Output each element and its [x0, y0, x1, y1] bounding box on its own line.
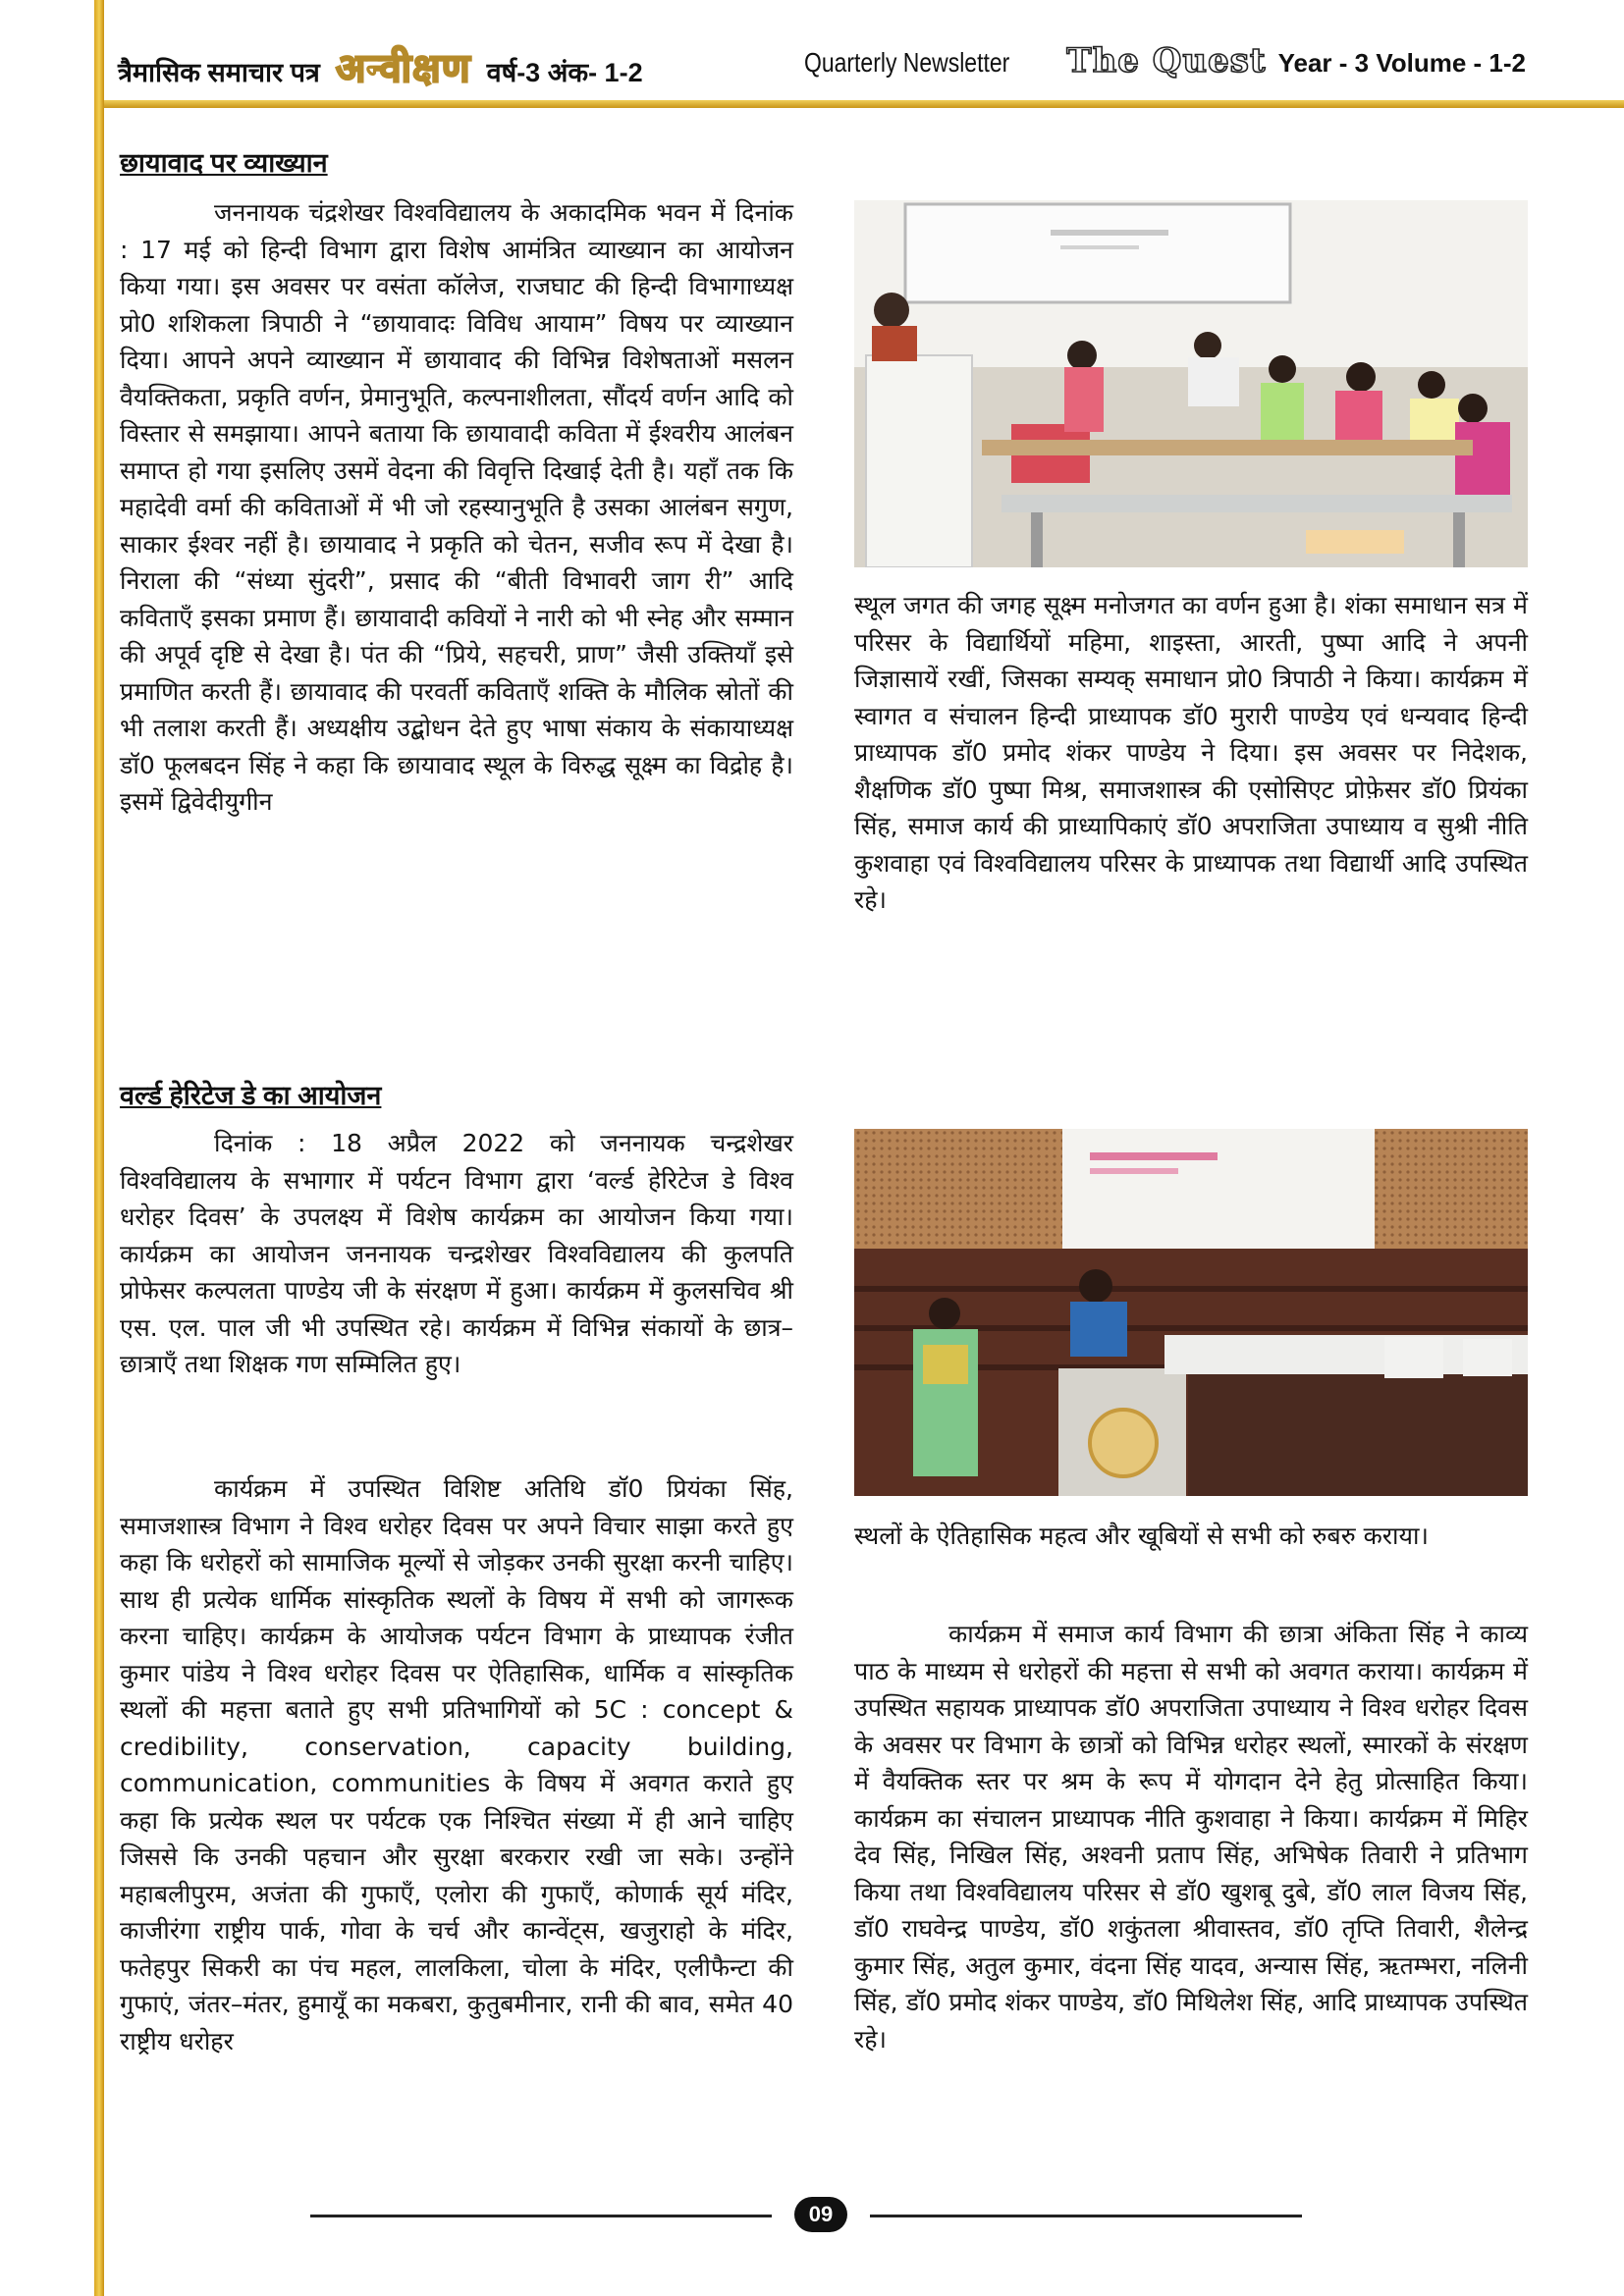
heritage-day-photo: [854, 1129, 1528, 1496]
heritage-article-left-p2: कार्यक्रम में उपस्थित विशिष्ट अतिथि डॉ0 प्रियंका सिंह, समाजशास्त्र विभाग ने विश्व धरोहर दिवस पर अपने विचार साझा करते हुए कहा कि धरोहरों को सामाजिक मूल्यों से जोड़कर उनकी सुरक्षा करनी चाहिए। साथ ही प्रत्येक धार्मिक सांस्कृतिक स्थलों के विषय में सभी को जागरूक करना चाहिए। कार्यक्रम के आयोजक पर्यटन विभाग के प्राध्यापक रंजीत कुमार पांडेय ने विश्व धरोहर दिवस पर ऐतिहासिक, धार्मिक व सांस्कृतिक स्थलों की महत्ता बताते हुए सभी प्रतिभागियों को 5C : concept & credibility, conservation, capacity building, communication, communities के विषय में अवगत कराते हुए कहा कि प्रत्येक स्थल पर पर्यटक एक निश्चित संख्या में ही आने चाहिए जिससे कि उनकी पहचान और सुरक्षा बरकरार रखी जा सके। उन्होंने महाबलीपुरम, अजंता की गुफाएँ, एलोरा की गुफाएँ, कोणार्क सूर्य मंदिर, काजीरंगा राष्ट्रीय पार्क, गोवा के चर्च और कान्वेंट्स, खजुराहो के मंदिर, फतेहपुर सिकरी का पंच महल, लालकिला, चोला के मंदिर, एलीफैन्टा की गुफाएं, जंतर–मंतर, हुमायूँ का मकबरा, कुतुबमीनार, रानी की बाव, समेत 40 राष्ट्रीय धरोहर: [120, 1474, 793, 2056]
page-header: [104, 0, 1624, 106]
footer-rule-right: [870, 2215, 1302, 2217]
section-heading-world-heritage-day: वर्ल्ड हेरिटेज डे का आयोजन: [120, 1081, 382, 1110]
header-hindi-suffix: वर्ष-3 अंक- 1-2: [486, 58, 643, 87]
header-english-prefix: Quarterly Newsletter: [804, 47, 1010, 78]
lecture-photo: [854, 200, 1528, 567]
page-number: 09: [808, 2202, 834, 2226]
heritage-article-right-p2: कार्यक्रम में समाज कार्य विभाग की छात्रा अंकिता सिंह ने काव्य पाठ के माध्यम से धरोहरों की महत्ता से सभी को अवगत कराया। कार्यक्रम में उपस्थित सहायक प्राध्यापक डॉ0 अपराजिता उपाध्याय ने विश्व धरोहर दिवस के अवसर पर विभाग के छात्रों को विभिन्न धरोहर स्थलों, स्मारकों के संरक्षण में वैयक्तिक स्तर पर श्रम के रूप में योगदान देने हेतु प्रोत्साहित किया। कार्यक्रम का संचालन प्राध्यापक नीति कुशवाहा ने किया। कार्यक्रम में मिहिर देव सिंह, निखिल सिंह, अश्वनी प्रताप सिंह, अभिषेक तिवारी ने प्रतिभाग किया तथा विश्वविद्यालय परिसर से डॉ0 खुशबू दुबे, डॉ0 लाल विजय सिंह, डॉ0 राघवेन्द्र पाण्डेय, डॉ0 शकुंतला श्रीवास्तव, डॉ0 तृप्ति तिवारी, शैलेन्द्र कुमार सिंह, अतुल कुमार, वंदना सिंह यादव, अन्यास सिंह, ऋतम्भरा, नलिनी सिंह, डॉ0 प्रमोद शंकर पाण्डेय, डॉ0 मिथिलेश सिंह, आदि प्राध्यापक उपस्थित रहे।: [854, 1620, 1528, 2054]
header-hindi-prefix: त्रैमासिक समाचार पत्र: [118, 58, 320, 87]
page-number-ornament: [786, 2195, 855, 2234]
header-hindi-brand: अन्वीक्षण: [335, 45, 471, 91]
header-english-brand: The Quest: [1066, 41, 1267, 80]
heritage-article-right-p1: स्थलों के ऐतिहासिक महत्व और खूबियों से सभी को रुबरु कराया।: [854, 1522, 1429, 1550]
section-heading-chhayavad: छायावाद पर व्याख्यान: [120, 148, 328, 178]
page-number-badge: [794, 2197, 847, 2232]
footer-rule-left: [310, 2215, 772, 2217]
header-english-suffix: Year - 3 Volume - 1-2: [1277, 48, 1526, 78]
chhayavad-article-left: जननायक चंद्रशेखर विश्वविद्यालय के अकादमिक भवन में दिनांक : 17 मई को हिन्दी विभाग द्वारा विशेष आमंत्रित व्याख्यान का आयोजन किया गया। इस अवसर पर वसंता कॉलेज, राजघाट की हिन्दी विभागाध्यक्ष प्रो0 शशिकला त्रिपाठी ने “छायावादः विविध आयाम” विषय पर व्याख्यान दिया। आपने अपने व्याख्यान में छायावाद की विभिन्न विशेषताओं मसलन वैयक्तिकता, प्रकृति वर्णन, प्रेमानुभूति, कल्पनाशीलता, सौंदर्य वर्णन आदि को विस्तार से समझाया। आपने बताया कि छायावादी कविता में ईश्वरीय आलंबन समाप्त हो गया इसलिए उसमें वेदना की विवृत्ति दिखाई देती है। यहाँ तक कि महादेवी वर्मा की कविताओं में भी जो रहस्यानुभूति है उसका आलंबन सगुण, साकार ईश्वर नहीं है। छायावाद ने प्रकृति को चेतन, सजीव रूप में देखा है। निराला की “संध्या सुंदरी”, प्रसाद की “बीती विभावरी जाग री” आदि कविताएँ इसका प्रमाण हैं। छायावादी कवियों ने नारी को भी स्नेह और सम्मान की अपूर्व दृष्टि से देखा है। पंत की “प्रिये, सहचरी, प्राण” जैसी उक्तियाँ इसे प्रमाणित करती हैं। छायावाद की परवर्ती कविताएँ शक्ति के मौलिक स्रोतों की भी तलाश करती हैं। अध्यक्षीय उद्बोधन देते हुए भाषा संकाय के संकायाध्यक्ष डॉ0 फूलबदन सिंह ने कहा कि छायावाद स्थूल के विरुद्ध सूक्ष्म का विद्रोह है। इसमें द्विवेदीयुगीन: [120, 198, 793, 816]
heritage-article-left-p1: दिनांक : 18 अप्रैल 2022 को जननायक चन्द्रशेखर विश्वविद्यालय के सभागार में पर्यटन विभाग द्वारा ‘वर्ल्ड हेरिटेज डे विश्व धरोहर दिवस’ के उपलक्ष्य में विशेष कार्यक्रम का आयोजन किया गया। कार्यक्रम का आयोजन जननायक चन्द्रशेखर विश्वविद्यालय की कुलपति प्रोफेसर कल्पलता पाण्डेय जी के संरक्षण में हुआ। कार्यक्रम में कुलसचिव श्री एस. एल. पाल जी भी उपस्थित रहे। कार्यक्रम में विभिन्न संकायों के छात्र–छात्राएँ तथा शिक्षक गण सम्मिलित हुए।: [120, 1129, 793, 1378]
page-footer: [104, 2187, 1624, 2246]
chhayavad-article-right: स्थूल जगत की जगह सूक्ष्म मनोजगत का वर्णन हुआ है। शंका समाधान सत्र में परिसर के विद्यार्थियों महिमा, शाइस्ता, आरती, पुष्पा आदि ने अपनी जिज्ञासायें रखीं, जिसका सम्यक् समाधान प्रो0 त्रिपाठी ने किया। कार्यक्रम में स्वागत व संचालन हिन्दी प्राध्यापक डॉ0 मुरारी पाण्डेय एवं धन्यवाद हिन्दी प्राध्यापक डॉ0 प्रमोद शंकर पाण्डेय ने दिया। इस अवसर पर निदेशक, शैक्षणिक डॉ0 पुष्पा मिश्र, समाजशास्त्र की एसोसिएट प्रोफ़ेसर डॉ0 प्रियंका सिंह, समाज कार्य की प्राध्यापिकाएं डॉ0 अपराजिता उपाध्याय व सुश्री नीति कुशवाहा एवं विश्वविद्यालय परिसर के प्राध्यापक तथा विद्यार्थी आदि उपस्थित रहे।: [854, 591, 1528, 914]
header-rule: [104, 100, 1624, 108]
left-gold-bar: [94, 0, 104, 2296]
header-english: [804, 41, 1526, 100]
header-hindi: [118, 39, 643, 98]
